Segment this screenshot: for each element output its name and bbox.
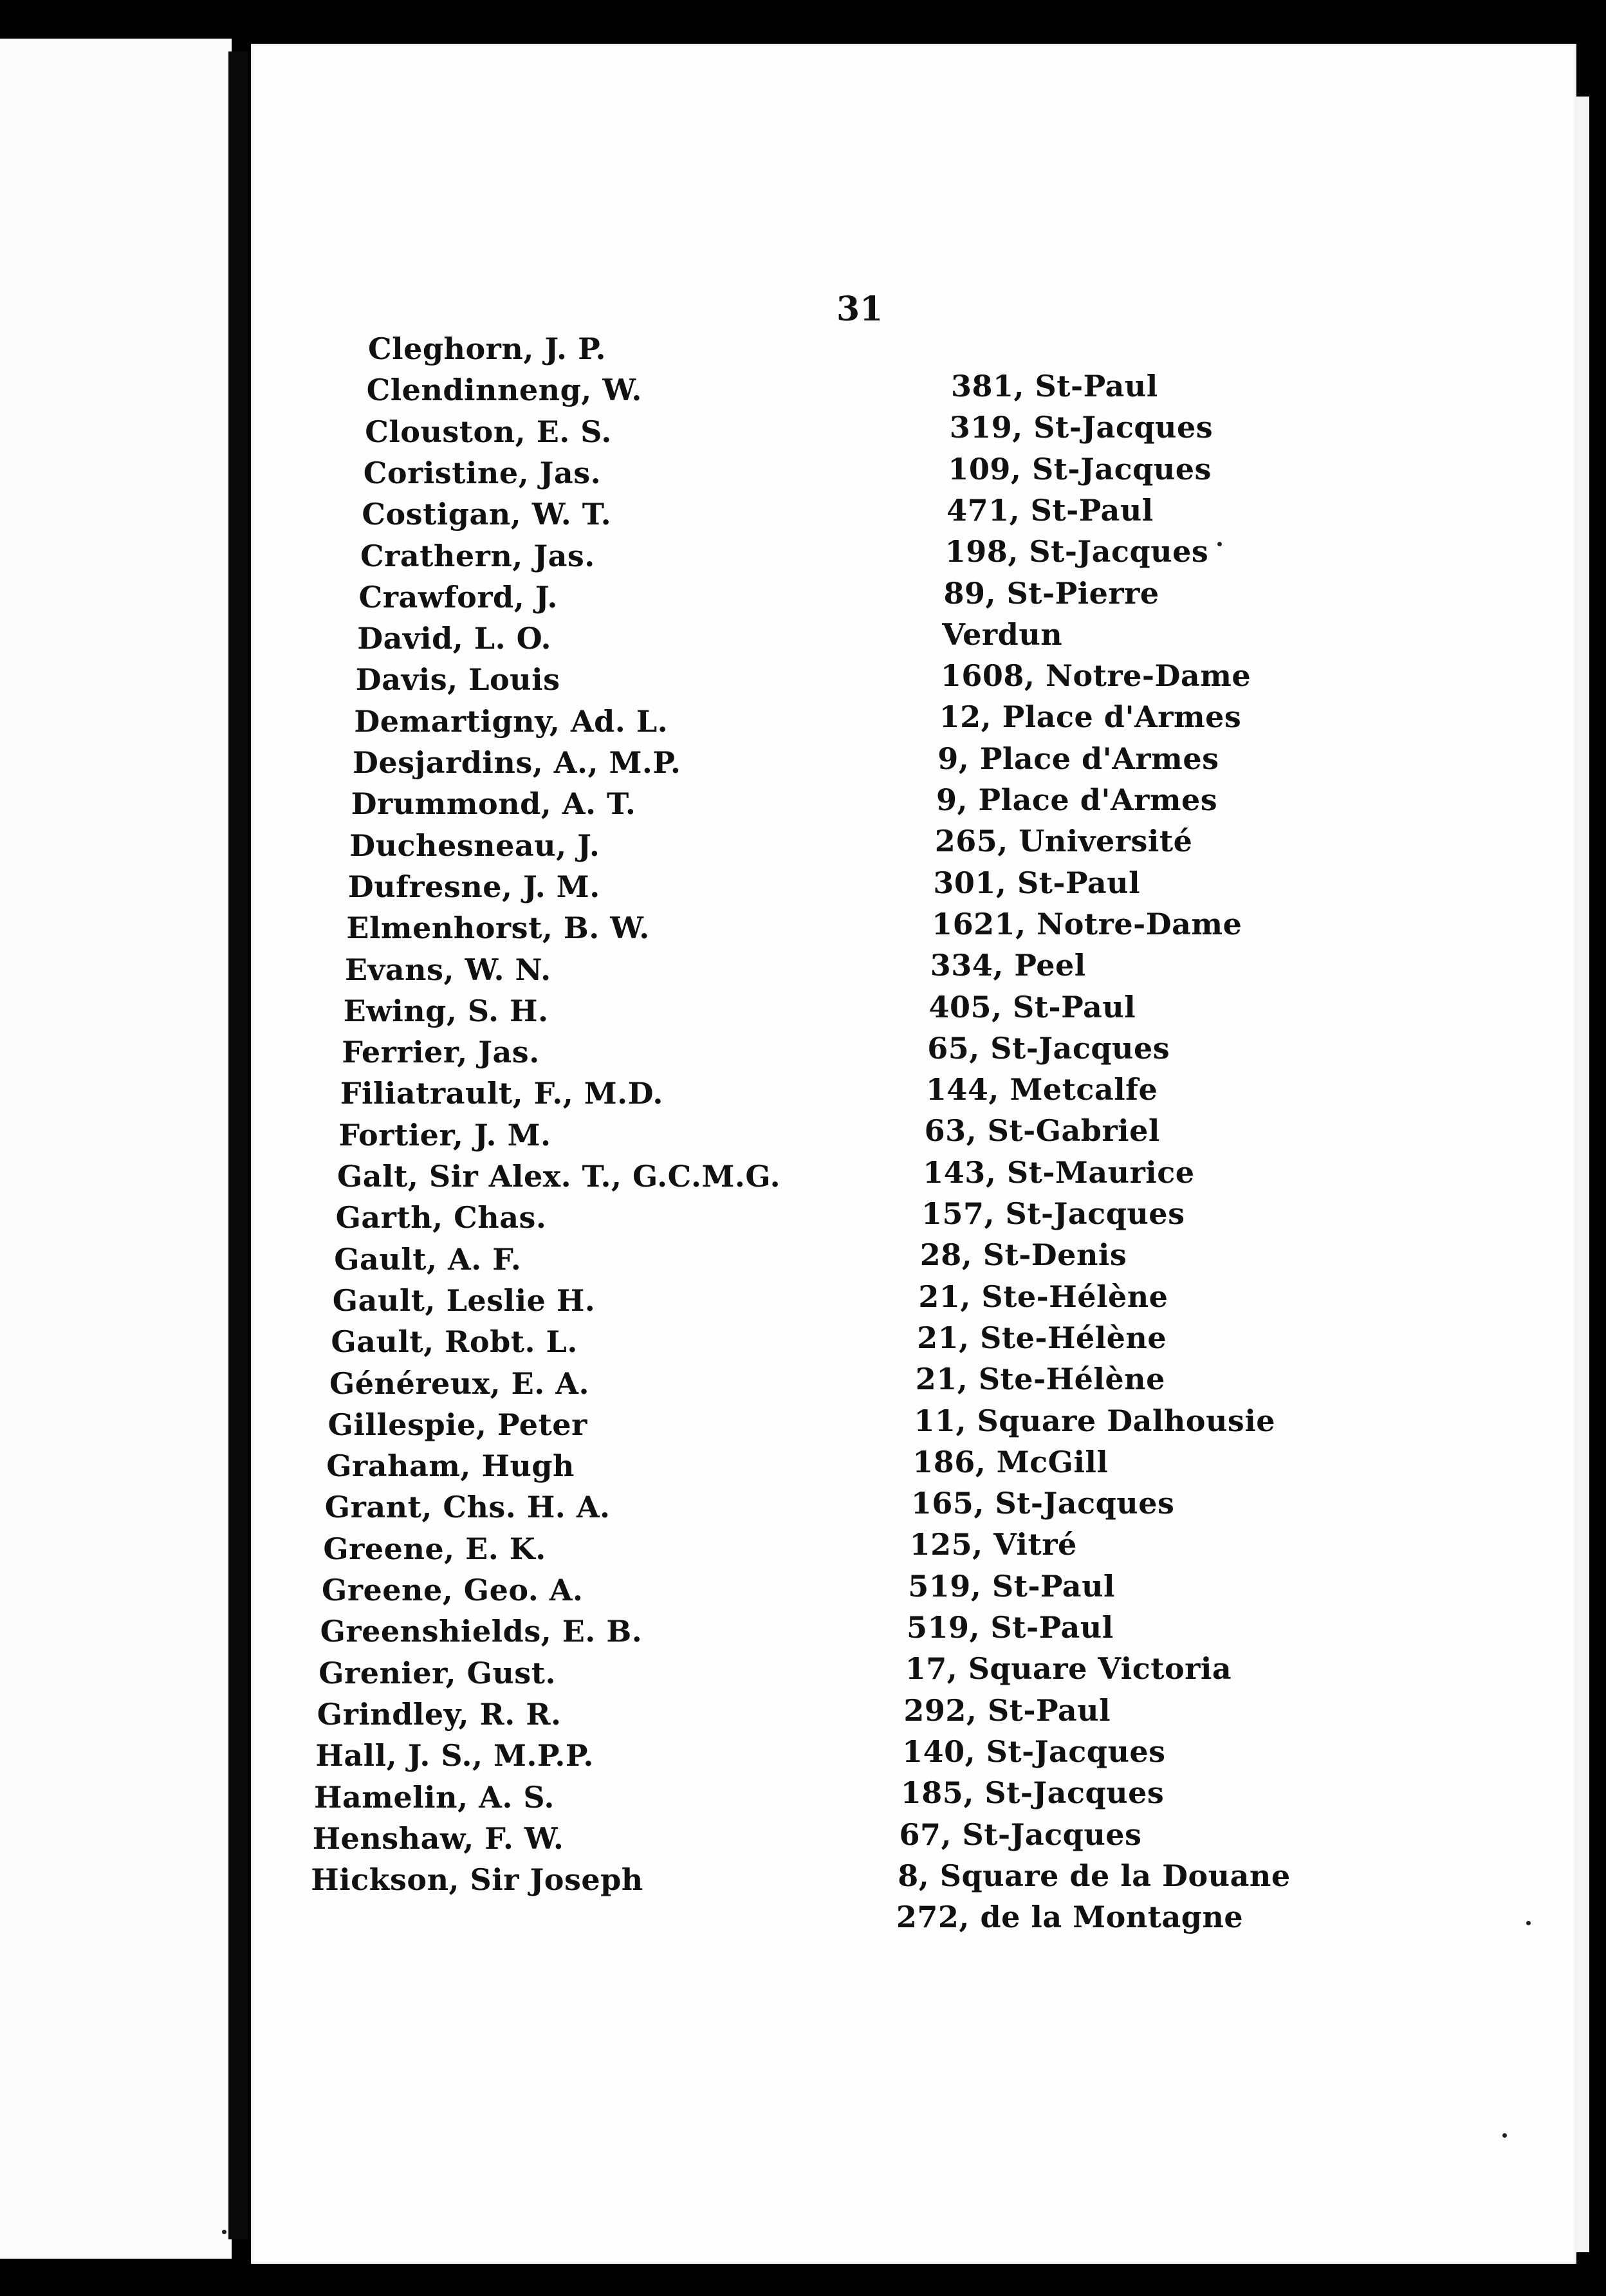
entry-name: Galt, Sir Alex. T., G.C.M.G. [337, 1159, 781, 1194]
entry-address: 9, Place d'Armes [937, 741, 1219, 776]
entry-name: Clendinneng, W. [366, 373, 642, 408]
entry-address: 67, St-Jacques [899, 1817, 1142, 1852]
entry-name: Crathern, Jas. [360, 538, 595, 573]
entry-name: Costigan, W. T. [362, 497, 612, 532]
entry-address: 301, St-Paul [933, 865, 1141, 900]
entry-name: Hamelin, A. S. [314, 1779, 555, 1815]
entry-address: 65, St-Jacques [927, 1030, 1170, 1066]
entry-address: 1608, Notre-Dame [940, 658, 1251, 694]
entry-name: Grindley, R. R. [317, 1696, 562, 1732]
entry-address: 17, Square Victoria [905, 1651, 1232, 1687]
book-gutter [228, 51, 248, 2239]
entry-address: 125, Vitré [909, 1527, 1077, 1562]
page-edge [1576, 97, 1589, 2252]
entry-name: Fortier, J. M. [338, 1117, 551, 1153]
entry-name: Grenier, Gust. [318, 1655, 556, 1690]
entry-name: Hall, J. S., M.P.P. [315, 1738, 594, 1773]
entry-address: 272, de la Montagne [896, 1900, 1244, 1935]
entry-address: 186, McGill [912, 1444, 1109, 1479]
entry-name: Gillespie, Peter [328, 1407, 587, 1442]
entry-address: 89, St-Pierre [943, 575, 1159, 611]
entry-name: Généreux, E. A. [329, 1366, 589, 1401]
entry-address: 405, St-Paul [928, 989, 1136, 1024]
entry-name: Greenshields, E. B. [320, 1614, 643, 1649]
entry-address: 140, St-Jacques [902, 1734, 1166, 1769]
entry-address: 185, St-Jacques [900, 1775, 1165, 1811]
entry-address: 471, St-Paul [946, 492, 1154, 528]
entry-address: 21, Ste-Hélène [915, 1362, 1165, 1397]
entry-address: 21, Ste-Hélène [918, 1279, 1168, 1314]
entry-address: 165, St-Jacques [910, 1486, 1175, 1521]
entry-name: Crawford, J. [358, 579, 558, 615]
entry-name: Coristine, Jas. [363, 455, 602, 490]
entry-address: 519, St-Paul [907, 1610, 1114, 1645]
entry-name: Cleghorn, J. P. [368, 331, 607, 366]
entry-address: 8, Square de la Douane [898, 1858, 1291, 1893]
entry-name: Gault, Robt. L. [331, 1324, 578, 1360]
entry-name: Graham, Hugh [326, 1449, 575, 1484]
entry-name: Garth, Chas. [335, 1200, 547, 1236]
entry-address: 1621, Notre-Dame [932, 906, 1242, 941]
entry-name: Gault, Leslie H. [332, 1282, 596, 1318]
facing-page [0, 39, 232, 2259]
entry-address: 11, Square Dalhousie [914, 1403, 1276, 1438]
entry-name: Ferrier, Jas. [342, 1035, 540, 1070]
entry-address: 63, St-Gabriel [924, 1113, 1160, 1149]
entry-name: Dufresne, J. M. [347, 869, 600, 904]
entry-name: Evans, W. N. [345, 952, 551, 987]
ink-speck [1217, 542, 1222, 546]
page-number: 31 [836, 290, 883, 329]
ink-speck [1526, 1921, 1531, 1925]
entry-name: Ewing, S. H. [343, 993, 549, 1028]
entry-name: David, L. O. [357, 621, 552, 656]
entry-name: Grant, Chs. H. A. [324, 1490, 611, 1525]
entry-name: Davis, Louis [355, 662, 560, 698]
entry-address: 157, St-Jacques [921, 1196, 1185, 1231]
entry-name: Drummond, A. T. [351, 786, 636, 822]
entry-name: Filiatrault, F., M.D. [340, 1076, 663, 1111]
entry-name: Henshaw, F. W. [312, 1820, 564, 1856]
entry-name: Clouston, E. S. [365, 414, 612, 449]
entry-address: 9, Place d'Armes [936, 782, 1218, 817]
ink-speck [222, 2230, 226, 2234]
entry-address: 334, Peel [930, 948, 1086, 983]
entry-address: 143, St-Maurice [923, 1154, 1195, 1190]
entry-address: 109, St-Jacques [948, 451, 1212, 486]
entry-name: Gault, A. F. [334, 1241, 522, 1277]
entry-name: Greene, Geo. A. [322, 1573, 584, 1607]
entry-address: 292, St-Paul [903, 1692, 1111, 1728]
entry-address: 381, St-Paul [951, 369, 1158, 403]
ink-speck [1502, 2133, 1507, 2138]
entry-name: Demartigny, Ad. L. [354, 703, 669, 739]
entry-address: 319, St-Jacques [949, 410, 1214, 445]
entry-address: 519, St-Paul [908, 1568, 1115, 1604]
entry-name: Desjardins, A., M.P. [353, 745, 681, 780]
entry-address: 198, St-Jacques [945, 534, 1209, 569]
entry-name: Greene, E. K. [323, 1531, 546, 1566]
entry-name: Hickson, Sir Joseph [311, 1862, 643, 1898]
entry-address: 144, Metcalfe [925, 1072, 1158, 1107]
entry-address: 28, St-Denis [919, 1237, 1127, 1273]
entry-address: Verdun [942, 616, 1063, 652]
entry-name: Elmenhorst, B. W. [346, 911, 650, 946]
entry-address: 12, Place d'Armes [939, 699, 1242, 735]
entry-name: Duchesneau, J. [349, 828, 600, 863]
entry-address: 21, Ste-Hélène [917, 1320, 1167, 1355]
entry-address: 265, Université [934, 824, 1193, 859]
